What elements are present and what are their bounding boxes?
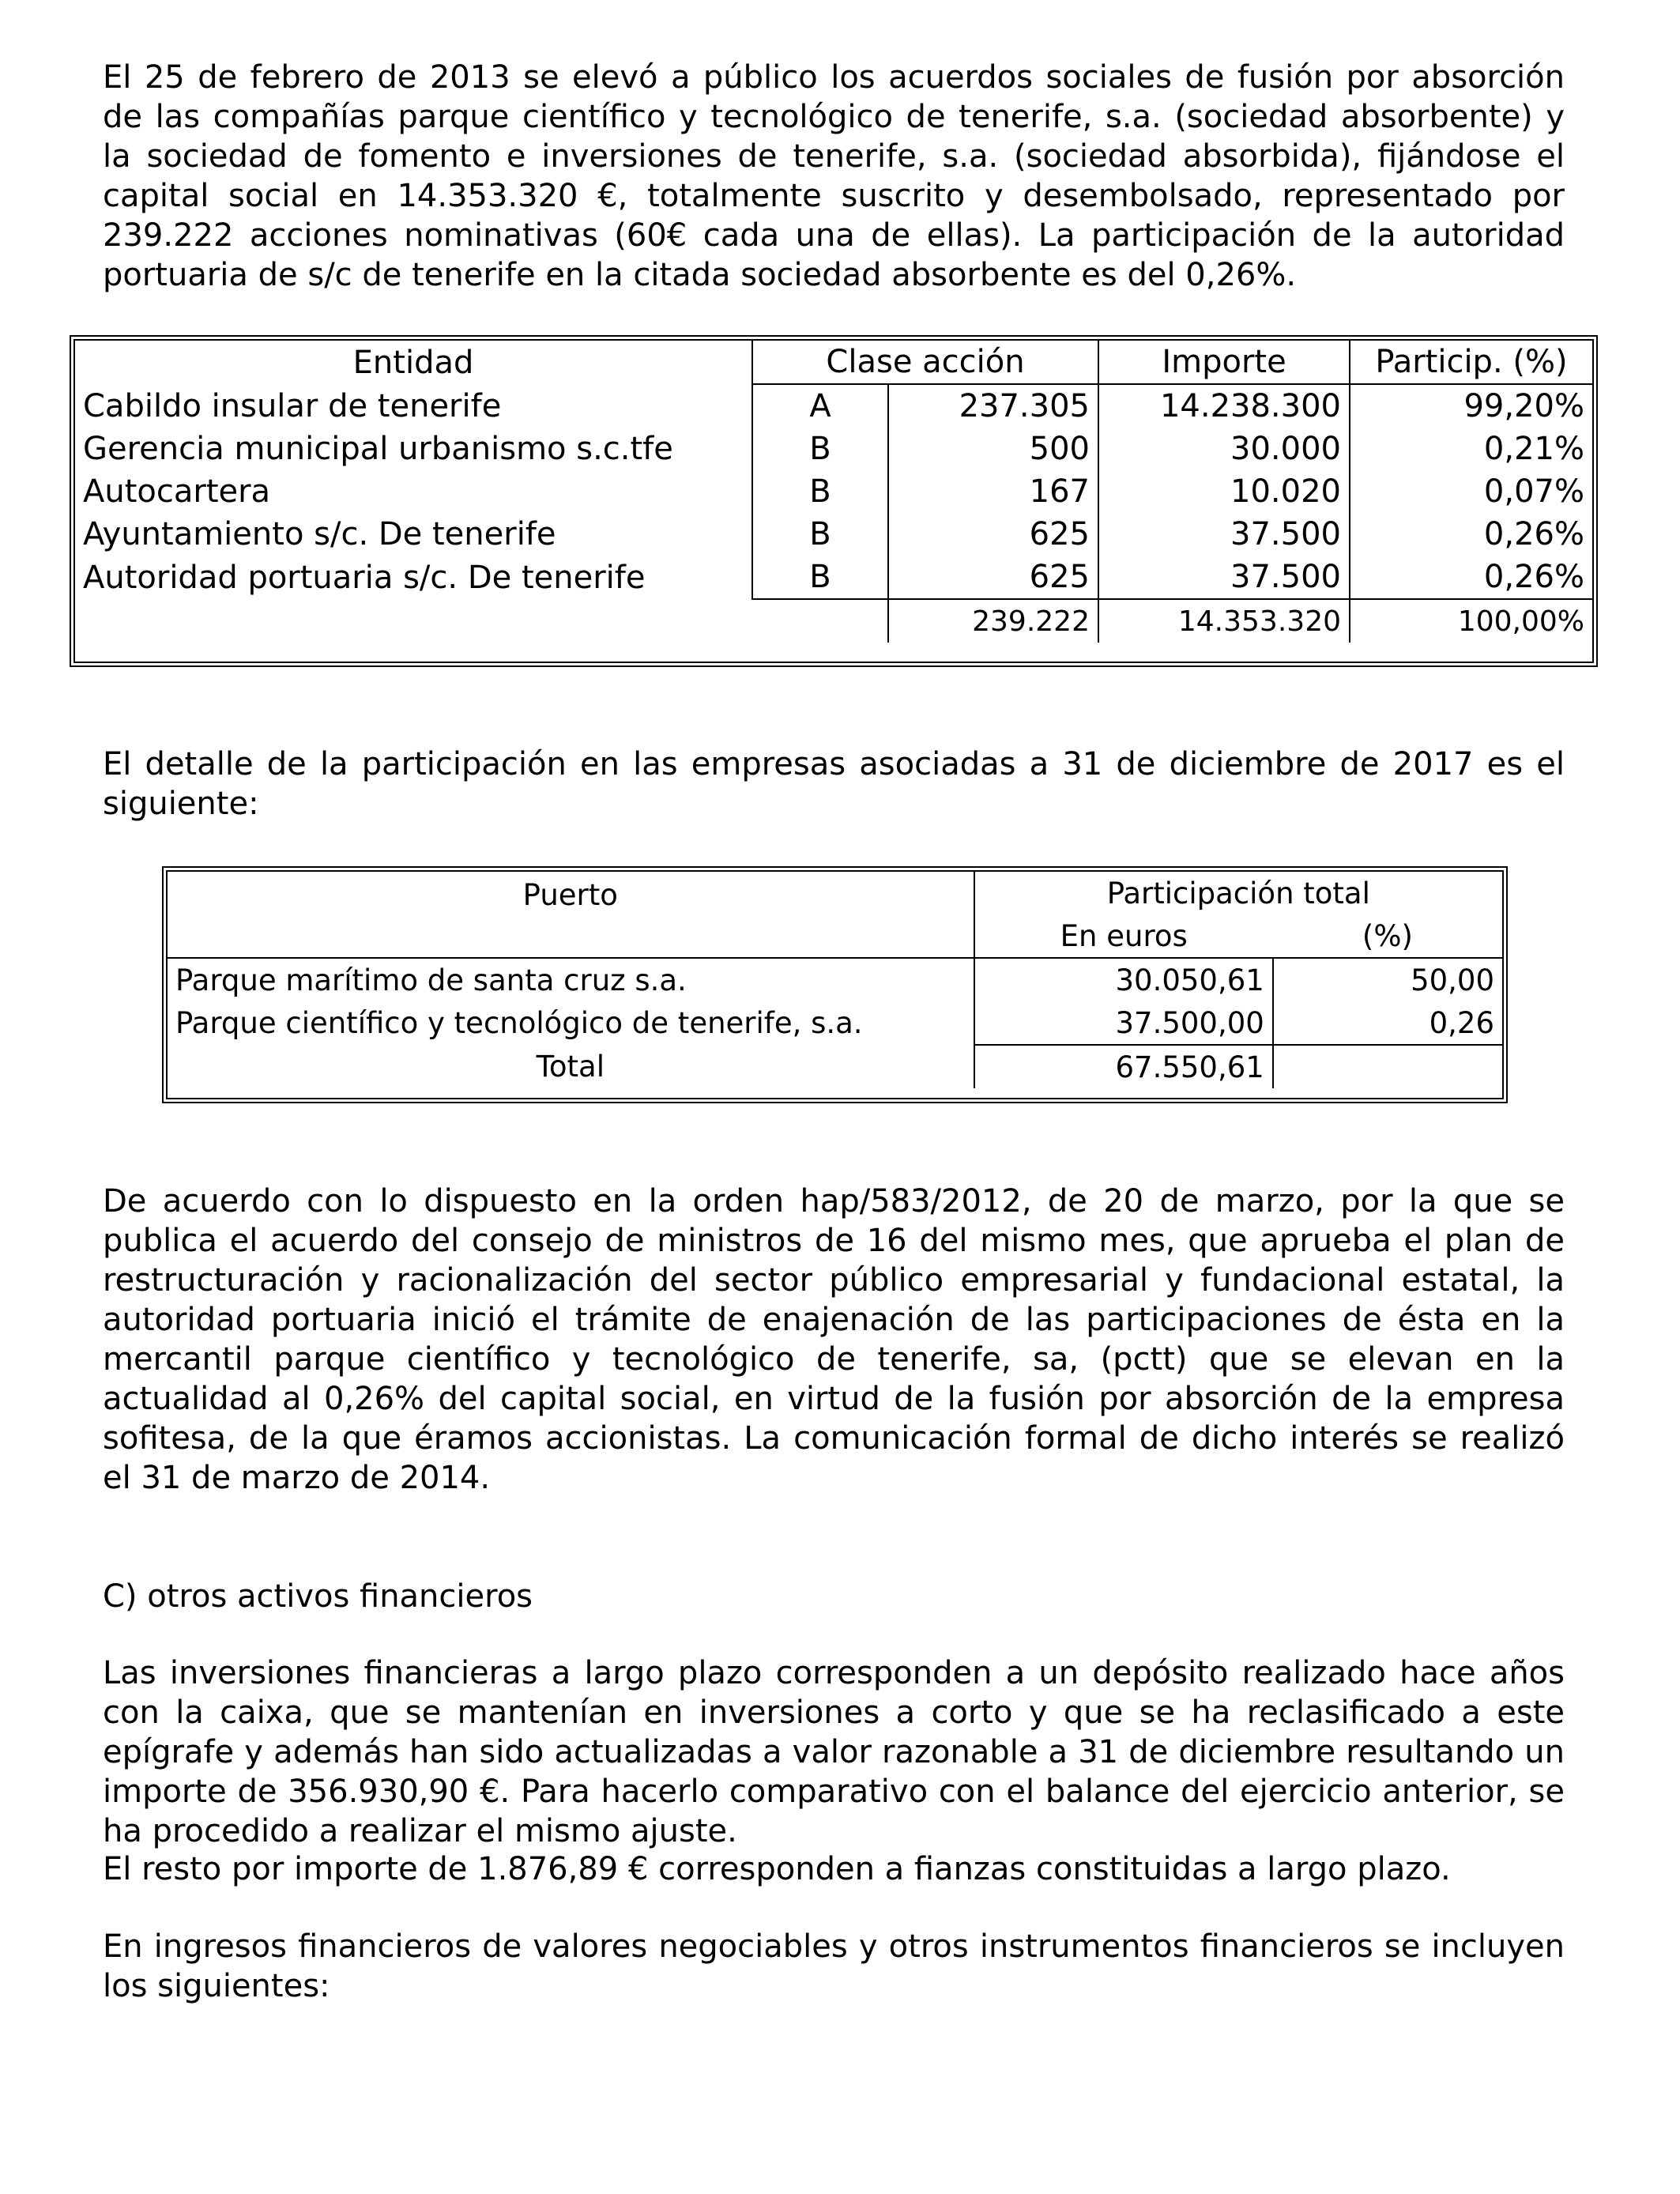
cell-pct: 0,26: [1273, 1001, 1502, 1045]
cell-importe: 37.500: [1098, 513, 1350, 556]
cell-importe: 30.000: [1098, 428, 1350, 470]
cell-entidad: Ayuntamiento s/c. De tenerife: [83, 516, 556, 552]
cell-particip: 0,07%: [1350, 470, 1592, 513]
cell-acciones: 500: [888, 428, 1098, 470]
cell-clase: B: [752, 470, 888, 513]
shareholders-table: [70, 335, 1598, 667]
cell-clase: B: [752, 428, 888, 470]
total-acciones: 239.222: [888, 599, 1098, 643]
cell-importe: 37.500: [1098, 556, 1350, 599]
table-row: [168, 1001, 1502, 1045]
cell-pct: 50,00: [1273, 958, 1502, 1001]
total-label: Total: [168, 1045, 974, 1088]
cell-clase: A: [752, 384, 888, 428]
cell-entidad: Autocartera: [83, 473, 271, 510]
table-row: [75, 384, 1592, 428]
header-puerto: Puerto: [168, 872, 974, 958]
associates-table: [162, 866, 1508, 1103]
table-row: [75, 556, 1592, 599]
table-row: [75, 513, 1592, 556]
cell-euros: 37.500,00: [974, 1001, 1273, 1045]
cell-particip: 0,26%: [1350, 513, 1592, 556]
paragraph-fianzas: El resto por importe de 1.876,89 € corresponden a fianzas constituidas a largo plazo.: [103, 1851, 1451, 1887]
table-row: [75, 428, 1592, 470]
cell-acciones: 237.305: [888, 384, 1098, 428]
cell-importe: 10.020: [1098, 470, 1350, 513]
cell-clase: B: [752, 513, 888, 556]
cell-euros: 30.050,61: [974, 958, 1273, 1001]
header-clase: Clase acción: [752, 341, 1098, 384]
cell-acciones: 625: [888, 556, 1098, 599]
cell-entidad: Cabildo insular de tenerife: [83, 387, 502, 424]
paragraph-inversiones: Las inversiones financieras a largo plazo corresponden a un depósito realizado hace años con la caixa, que se mantenían en inversiones a corto y que se ha reclasificado a este epígrafe y además han sido actualizadas a valor razonable a 31 de diciembre resultando un importe de 356.930,90 €. Para hacerlo comparativo con el balance del ejercicio anterior, se ha procedido a realizar el mismo ajuste.: [103, 1655, 1565, 1849]
cell-puerto: Parque marítimo de santa cruz s.a.: [168, 958, 974, 1001]
paragraph-detalle: El detalle de la participación en las empresas asociadas a 31 de diciembre de 2017 es el siguiente:: [103, 746, 1565, 822]
total-row: [168, 1045, 1502, 1088]
cell-clase: B: [752, 556, 888, 599]
cell-importe: 14.238.300: [1098, 384, 1350, 428]
table-row: [168, 958, 1502, 1001]
cell-entidad: Gerencia municipal urbanismo s.c.tfe: [83, 431, 673, 467]
total-importe: 14.353.320: [1098, 599, 1350, 643]
paragraph-ingresos: En ingresos financieros de valores negociables y otros instrumentos financieros se incluyen los siguientes:: [103, 1928, 1565, 2004]
cell-acciones: 167: [888, 470, 1098, 513]
totals-row: [75, 599, 1592, 643]
cell-particip: 0,26%: [1350, 556, 1592, 599]
header-importe: Importe: [1098, 341, 1350, 384]
paragraph-fusion: El 25 de febrero de 2013 se elevó a público los acuerdos sociales de fusión por absorción de las compañías parque científico y tecnológico de tenerife, s.a. (sociedad absorbente) y la sociedad de fomento e inversiones de tenerife, s.a. (sociedad absorbida), fijándose el capital social en 14.353.320 €, totalmente suscrito y desembolsado, representado por 239.222 acciones nominativas (60€ cada una de ellas). La participación de la autoridad portuaria de s/c de tenerife en la citada sociedad absorbente es del 0,26%.: [103, 59, 1565, 293]
section-heading-otros-activos: C) otros activos financieros: [103, 1578, 533, 1615]
header-entidad: Entidad: [352, 344, 474, 381]
total-particip: 100,00%: [1350, 599, 1592, 643]
cell-entidad: Autoridad portuaria s/c. De tenerife: [83, 559, 646, 596]
header-particip: Particip. (%): [1350, 341, 1592, 384]
cell-acciones: 625: [888, 513, 1098, 556]
header-participacion: Participación total: [1106, 876, 1370, 910]
header-pct: (%): [1362, 918, 1413, 953]
header-euros: En euros: [1060, 918, 1188, 953]
paragraph-orden: De acuerdo con lo dispuesto en la orden hap/583/2012, de 20 de marzo, por la que se publica el acuerdo del consejo de ministros de 16 del mismo mes, que aprueba el plan de restructuración y racionalización del sector público empresarial y fundacional estatal, la autoridad portuaria inició el trámite de enajenación de las participaciones de ésta en la mercantil parque científico y tecnológico de tenerife, sa, (pctt) que se elevan en la actualidad al 0,26% del capital social, en virtud de la fusión por absorción de la empresa sofitesa, de la que éramos accionistas. La comunicación formal de dicho interés se realizó el 31 de marzo de 2014.: [103, 1183, 1565, 1496]
total-euros: 67.550,61: [974, 1045, 1273, 1088]
cell-particip: 0,21%: [1350, 428, 1592, 470]
cell-particip: 99,20%: [1350, 384, 1592, 428]
cell-puerto: Parque científico y tecnológico de tenerife, s.a.: [168, 1001, 974, 1045]
table-row: [75, 470, 1592, 513]
